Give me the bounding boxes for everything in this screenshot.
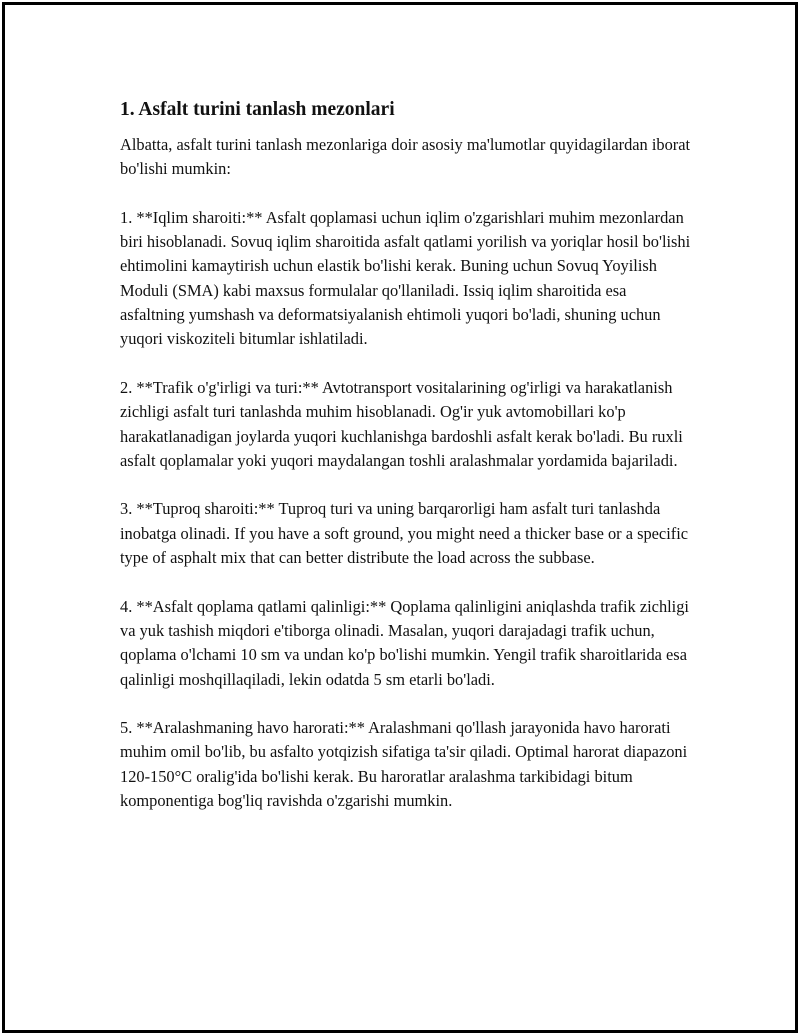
- paragraph-temperature: 5. **Aralashmaning havo harorati:** Aralashmani qo'llash jarayonida havo harorati muhim omil bo'lib, bu asfalto yotqizish sifatiga ta'sir qiladi. Optimal harorat diapazoni 120-150°C oralig'ida bo'lishi kerak. Bu haroratlar aralashma tarkibidagi bitum komponentiga bog'liq ravishda o'zgarishi mumkin.: [120, 718, 688, 811]
- paragraph-traffic: 2. **Trafik o'g'irligi va turi:** Avtotransport vositalarining og'irligi va harakatlanish zichligi asfalt turi tanlashda muhim hisoblanadi. Og'ir yuk avtomobillari ko'p harakatlanadigan joylarda yuqori kuchlanishga bardoshli asfalt kerak bo'ladi. Bu ruxli asfalt qoplamalar yoki yuqori maydalangan toshli aralashmalar yordamida bajariladi.: [120, 377, 683, 470]
- intro-paragraph: Albatta, asfalt turini tanlash mezonlariga doir asosiy ma'lumotlar quyidagilardan iborat bo'lishi mumkin:: [120, 135, 691, 179]
- paragraph-thickness: 4. **Asfalt qoplama qatlami qalinligi:** Qoplama qalinligini aniqlashda trafik zichligi va yuk tashish miqdori e'tiborga olinadi. Masalan, yuqori darajadagi trafik uchun, qoplama o'lchami 10 sm va undan ko'p bo'lishi mumkin. Yengil trafik sharoitlarida esa qalinligi moshqillaqiladi, lekin odatda 5 sm etarli bo'ladi.: [120, 596, 689, 689]
- paragraph-climate: 1. **Iqlim sharoiti:** Asfalt qoplamasi uchun iqlim o'zgarishlari muhim mezonlardan biri hisoblanadi. Sovuq iqlim sharoitida asfalt qatlami yorilish va yoriqlar hosil bo'lishi ehtimolini kamaytirish uchun elastik bo'lishi kerak. Buning uchun Sovuq Yoyilish Moduli (SMA) kabi maxsus formulalar qo'llaniladi. Issiq iqlim sharoitida esa asfaltning yumshash va deformatsiyalanish ehtimoli yuqori bo'ladi, shuning uchun yuqori viskoziteli bitumlar ishlatiladi.: [120, 207, 691, 349]
- document-body: [120, 97, 695, 813]
- section-heading: 1. Asfalt turini tanlash mezonlari: [120, 99, 395, 120]
- page: [2, 2, 798, 1033]
- paragraph-soil: 3. **Tuproq sharoiti:** Tuproq turi va uning barqarorligi ham asfalt turi tanlashda inobatga olinadi. If you have a soft ground, you might need a thicker base or a specific type of asphalt mix that can better distribute the load across the subbase.: [120, 499, 689, 568]
